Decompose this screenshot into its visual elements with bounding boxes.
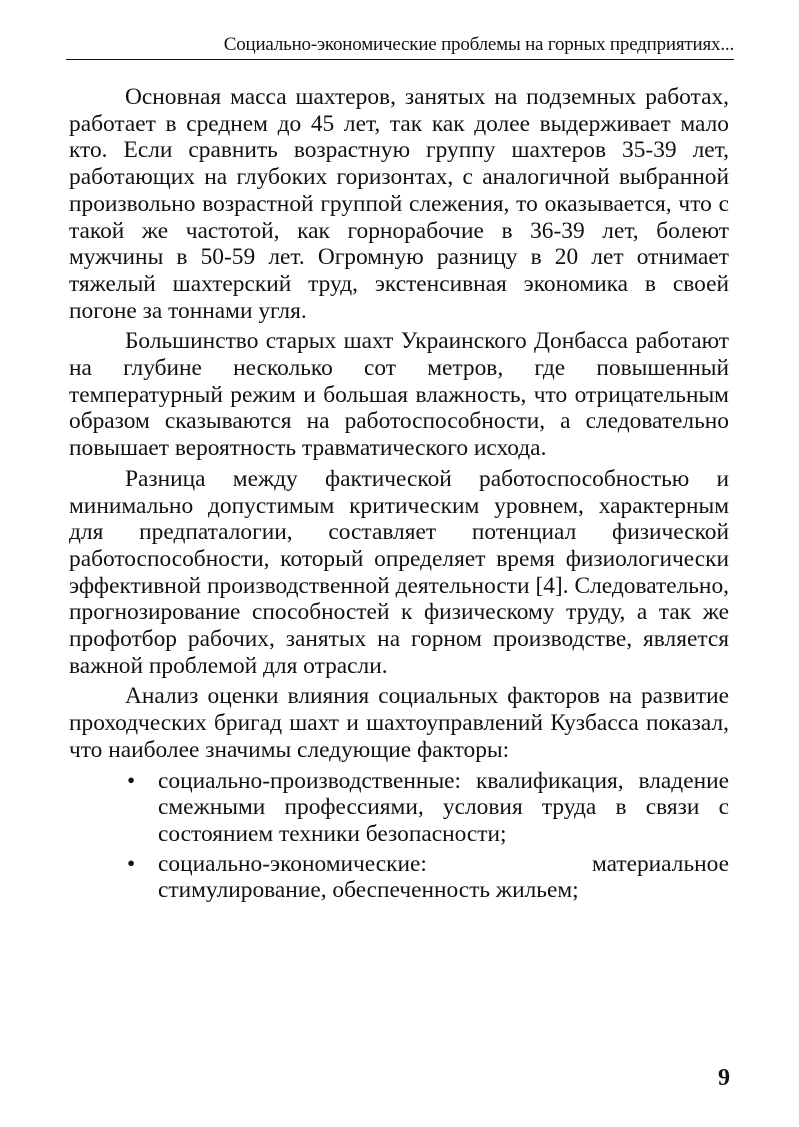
page-number: 9 bbox=[718, 1065, 730, 1091]
header-rule bbox=[66, 59, 734, 60]
paragraph-4: Анализ оценки влияния социальных факторов на развитие проходческих бригад шахт и шахтоуправлений Кузбасса показал, что наиболее значимы следующие факторы: bbox=[69, 683, 729, 763]
list-item bbox=[69, 851, 729, 904]
paragraph-2: Большинство старых шахт Украинского Донбасса работают на глубине несколько сот метров, где повышенный температурный режим и большая влажность, что отрицательным образом сказываются на работоспособности, а следовательно повышает вероятность травматического исхода. bbox=[69, 328, 729, 462]
bullet-icon: • bbox=[127, 850, 136, 877]
list-item-text: социально-производственные: квалификация, владение смежными профессиями, условия труда в связи с состоянием техники безопасности; bbox=[158, 767, 729, 847]
body-text bbox=[69, 84, 729, 907]
factor-list bbox=[69, 768, 729, 905]
bullet-icon: • bbox=[127, 767, 136, 794]
list-item bbox=[69, 768, 729, 848]
list-item-text: социально-экономические: материальное стимулирование, обеспеченность жильем; bbox=[158, 850, 729, 904]
paragraph-1: Основная масса шахтеров, занятых на подземных работах, работает в среднем до 45 лет, так как долее выдерживает мало кто. Если сравнить возрастную группу шахтеров 35-39 лет, работающих на глубоких горизонтах, с аналогичной выбранной произвольно возрастной группой слежения, то оказывается, что с такой же частотой, как горнорабочие в 36-39 лет, болеют мужчины в 50-59 лет. Огромную разницу в 20 лет отнимает тяжелый шахтерский труд, экстенсивная экономика в своей погоне за тоннами угля. bbox=[69, 84, 729, 324]
paragraph-3: Разница между фактической работоспособностью и минимально допустимым критическим уровнем, характерным для предпаталогии, составляет потенциал физической работоспособности, который определяет время физиологически эффективной производственной деятельности [4]. Следовательно, прогнозирование способностей к физическому труду, а так же профотбор рабочих, занятых на горном производстве, является важной проблемой для отрасли. bbox=[69, 465, 729, 679]
running-header: Социально-экономические проблемы на горных предприятиях... bbox=[223, 34, 734, 55]
